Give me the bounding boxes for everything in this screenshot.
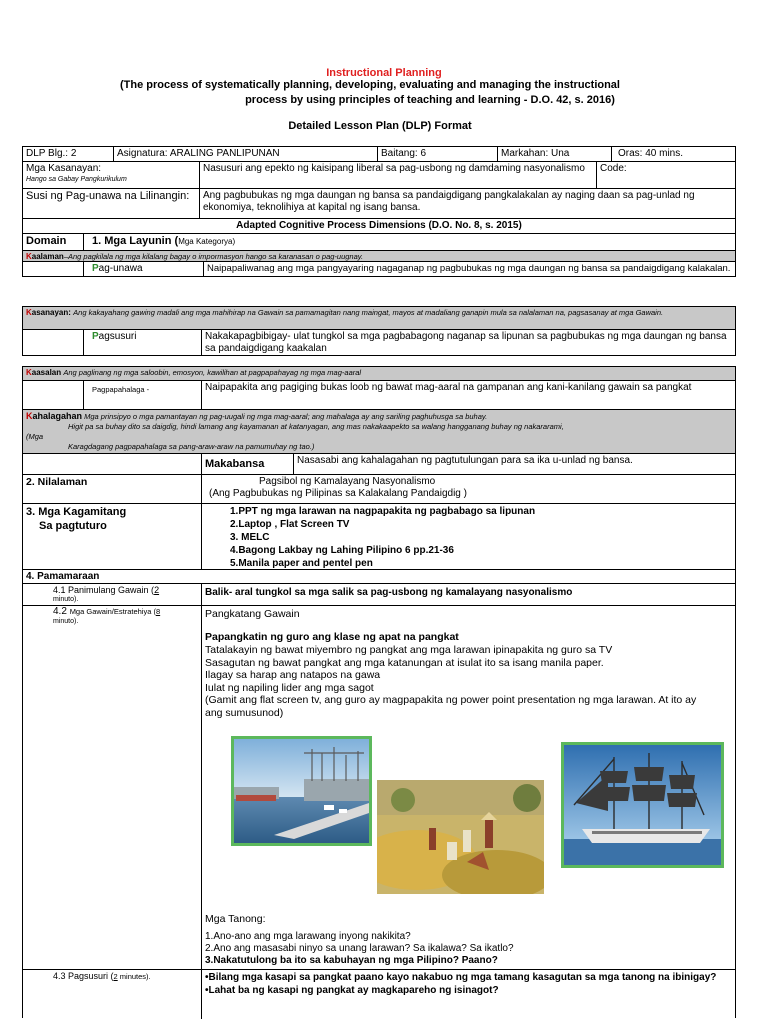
skills-text: Nasusuri ang epekto ng kaisipang liberal sa pag-usbong ng damdaming nasyonalismo bbox=[199, 161, 596, 188]
kagamitan-list bbox=[201, 503, 735, 569]
material-item: 1.PPT ng mga larawan na nagpapakita ng pagbabago sa lipunan bbox=[230, 506, 536, 517]
document-title: Instructional Planning bbox=[326, 67, 442, 79]
instruction-line: (Gamit ang flat screen tv, ang guro ay magpapakita ng power point presentation ng mga larawan. At ito ay ang sumusunod) bbox=[205, 694, 697, 719]
kaalaman-initial: K bbox=[26, 252, 32, 261]
s41-minutes: 2 bbox=[154, 585, 160, 595]
grade: Baitang: 6 bbox=[377, 147, 497, 161]
code-label: Code: bbox=[596, 161, 735, 188]
harbor-photo bbox=[231, 736, 372, 846]
pagpapahalaga-label: Pagpapahalaga - bbox=[83, 380, 201, 409]
pagsusuri-objective: Nakakapagbibigay- ulat tungkol sa mga pagbabagong naganap sa lipunan sa pagbubukas ng mga daungan ng bansa sa pandaigdigang kaakalan bbox=[201, 329, 735, 356]
makabansa-label: Makabansa bbox=[201, 453, 293, 474]
objectives-category: Mga Kategorya) bbox=[178, 237, 236, 246]
adapted-dimensions: Adapted Cognitive Process Dimensions (D.O. No. 8, s. 2015) bbox=[23, 218, 735, 233]
instruction-line: Tatalakayin ng bawat miyembro ng pangkat ang mga larawan ipinapakita ng guro sa TV bbox=[205, 644, 613, 656]
kahalagahan-line3: (Mga bbox=[26, 432, 44, 441]
instruction-line: Sasagutan ng bawat pangkat ang mga katanungan at isulat ito sa isang manila paper. bbox=[205, 656, 604, 669]
sailing-ship-photo bbox=[561, 742, 724, 868]
kaasalan-initial: K bbox=[26, 368, 32, 377]
lesson-info-table bbox=[22, 146, 736, 277]
kahalagahan-line1: Mga prinsipyo o mga pamantayan ng pag-uugali ng mga mag-aaral; ang mahalaga ay ang sariling paghuhusga sa buhay. bbox=[84, 412, 488, 421]
panimulang-gawain-text: Balik- aral tungkol sa mga salik sa pag-usbong ng kamalayang nasyonalismo bbox=[201, 583, 735, 605]
questions-label: Mga Tanong: bbox=[205, 913, 266, 925]
kagamitan-label2: Sa pagtuturo bbox=[39, 520, 107, 532]
skills-sublabel: Hango sa Gabay Pangkurikulum bbox=[26, 176, 127, 183]
kaalaman-blank bbox=[23, 261, 83, 277]
objectives-heading bbox=[83, 233, 735, 250]
nilalaman-line2: (Ang Pagbubukas ng Pilipinas sa Kalakalang Pandaigdig ) bbox=[209, 488, 467, 499]
material-item: 5.Manila paper and pentel pen bbox=[230, 558, 373, 569]
objectives-text: 1. Mga Layunin ( bbox=[92, 235, 179, 247]
s41-unit: minuto). bbox=[53, 596, 79, 603]
material-item: 4.Bagong Lakbay ng Lahing Pilipino 6 pp.21-36 bbox=[230, 545, 454, 556]
instruction-line: Ilagay sa harap ang natapos na gawa bbox=[205, 669, 381, 681]
subtitle-line2: process by using principles of teaching and learning - D.O. 42, s. 2016) bbox=[245, 94, 615, 106]
dlp-number: DLP Blg.: 2 bbox=[26, 148, 77, 159]
s43-unit: minutes). bbox=[117, 972, 151, 981]
instruction-line: Iulat ng napiling lider ang mga sagot bbox=[205, 681, 374, 694]
gawain-estratehiya-label bbox=[23, 605, 201, 969]
kasanayan-table bbox=[22, 306, 736, 356]
material-item: 3. MELC bbox=[230, 532, 270, 543]
s42-heading: Pangkatang Gawain bbox=[205, 608, 300, 620]
s43-label: 4.3 Pagsusuri ( bbox=[53, 971, 114, 981]
pag-unawa-objective: Naipapaliwanag ang mga pangyayaring nagaganap ng pagbubukas ng mga daungan ng bansa sa pandaigdigang kalakalan. bbox=[203, 261, 735, 277]
kagamitan-label1: 3. Mga Kagamitang bbox=[26, 506, 127, 518]
kahalagahan-line4: Karagdagang pagpapahalaga sa pang-araw-araw na pamumuhay ng tao.) bbox=[68, 442, 315, 451]
kaalaman-title: aalaman bbox=[31, 252, 64, 261]
format-title: Detailed Lesson Plan (DLP) Format bbox=[288, 120, 472, 132]
subject: Asignatura: ARALING PANLIPUNAN bbox=[113, 147, 377, 161]
key-understanding-text: Ang pagbubukas ng mga daungan ng bansa sa pandaigdigang pangkalakalan ay naging daan sa pag-unlad ng ekonomiya, teknolihiya at kapital ng isang bansa. bbox=[199, 188, 735, 218]
kaasalan-blank bbox=[23, 380, 83, 409]
s41-label: 4.1 Panimulang Gawain ( bbox=[53, 585, 155, 595]
skills-label-cell bbox=[23, 161, 199, 188]
pagsusuri-text: agsusuri bbox=[98, 331, 137, 342]
kasanayan-title: asanayan: bbox=[31, 308, 71, 317]
kahalagahan-blank bbox=[23, 453, 201, 474]
kahalagahan-title: ahalagahan bbox=[32, 411, 83, 421]
kaasalan-title: aasalan bbox=[31, 368, 62, 377]
makabansa-objective: Nasasabi ang kahalagahan ng pagtutulungan para sa ika u-unlad ng bansa. bbox=[293, 453, 735, 474]
pag-unawa-initial: P bbox=[92, 263, 99, 274]
pag-unawa-text: ag-unawa bbox=[98, 263, 143, 274]
nilalaman-line1: Pagsibol ng Kamalayang Nasyonalismo bbox=[259, 476, 436, 487]
subtitle-line1: (The process of systematically planning, developing, evaluating and managing the instructional bbox=[120, 79, 620, 91]
harbor-illustration bbox=[234, 739, 369, 843]
quarter: Markahan: Una bbox=[497, 147, 611, 161]
s42-unit: minuto). bbox=[53, 618, 79, 625]
pag-unawa-label bbox=[83, 261, 203, 277]
s42-bold-instruction: Papangkatin ng guro ang klase ng apat na pangkat bbox=[205, 631, 459, 643]
analysis-bullet: •Bilang mga kasapi sa pangkat paano kayo nakabuo ng mga tamang kasagutan sa mga tanong na ibinigay? bbox=[205, 972, 717, 983]
analysis-bullet: •Lahat ba ng kasapi ng pangkat ay magkapareho ng isinagot? bbox=[205, 985, 499, 996]
time: Oras: 40 mins. bbox=[611, 147, 735, 161]
kasanayan-initial: K bbox=[26, 308, 32, 317]
ship-illustration bbox=[564, 745, 721, 865]
kasanayan-blank bbox=[23, 329, 83, 356]
pagsusuri-initial: P bbox=[92, 331, 99, 342]
question-1: 1.Ano-ano ang mga larawang inyong nakikita? bbox=[205, 931, 411, 942]
kahalagahan-line2: Higit pa sa buhay dito sa daigdig, hindi lamang ang kayamanan at katanyagan, ang mas nakakaapekto sa walang hangganang buhay ng nakararami, bbox=[68, 422, 564, 431]
pagsusuri-label bbox=[83, 329, 201, 356]
nilalaman-label: 2. Nilalaman bbox=[23, 474, 201, 503]
kahalagahan-initial: K bbox=[26, 411, 33, 421]
main-plan-table bbox=[22, 366, 736, 1018]
key-understanding-label: Susi ng Pag-unawa na Lilinangin: bbox=[23, 188, 199, 218]
s42-small: Mga Gawain/Estratehiya ( bbox=[69, 607, 156, 616]
s42-minutes: 8 bbox=[155, 607, 161, 616]
kaalaman-band bbox=[23, 250, 735, 261]
panimulang-gawain-label bbox=[23, 583, 201, 605]
nilalaman-content bbox=[201, 474, 735, 503]
kaasalan-band bbox=[23, 367, 735, 380]
s43-minutes: 2 bbox=[113, 972, 118, 981]
s42-label: 4.2 bbox=[53, 606, 70, 617]
question-3: 3.Nakatutulong ba ito sa kabuhayan ng mga Pilipino? Paano? bbox=[205, 955, 498, 966]
material-item: 2.Laptop , Flat Screen TV bbox=[230, 519, 350, 530]
kagamitan-label bbox=[23, 503, 201, 569]
kasanayan-desc: Ang kakayahang gawing madali ang mga mahihirap na Gawain sa pamamagitan nang maingat, mayos at madaliang ganapin mula sa nalalaman na, pagsasanay at mga Gawain. bbox=[73, 308, 664, 317]
kasanayan-band bbox=[23, 307, 735, 329]
kaalaman-desc: –Ang pagkilala ng mga kilalang bagay o impormasyon hango sa karanasan o pag-uugnay. bbox=[63, 252, 364, 261]
pagsusuri-section-label bbox=[23, 969, 201, 1019]
pagsusuri-section-content bbox=[201, 969, 735, 1019]
kaasalan-desc: Ang paglinang ng mga saloobin, emosyon, kawilihan at pagpapahayag ng mga mag-aaral bbox=[63, 368, 362, 377]
kahalagahan-band bbox=[23, 409, 735, 453]
pagpapahalaga-objective: Naipapakita ang pagiging bukas loob ng bawat mag-aaral na gampanan ang kani-kanilang gawain sa pangkat bbox=[201, 380, 735, 409]
pamamaraan-label: 4. Pamamaraan bbox=[23, 569, 735, 583]
domain-label: Domain bbox=[23, 233, 83, 250]
harvest-painting bbox=[377, 780, 544, 894]
question-2: 2.Ano ang masasabi ninyo sa unang larawan? Sa ikalawa? Sa ikatlo? bbox=[205, 943, 514, 954]
skills-label: Mga Kasanayan: bbox=[26, 163, 102, 174]
harvest-illustration bbox=[377, 780, 544, 894]
